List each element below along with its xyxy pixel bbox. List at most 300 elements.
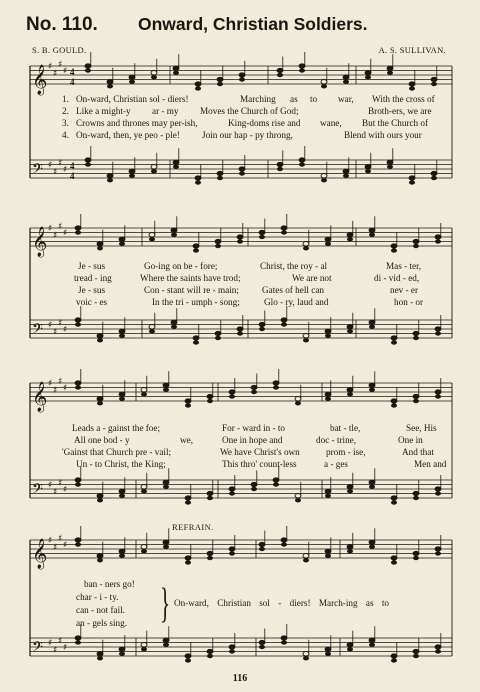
hymn-title: Onward, Christian Soldiers. <box>138 14 368 34</box>
time-signature: 4 <box>70 67 75 77</box>
note-head <box>347 485 353 489</box>
sharp-icon: ♯ <box>53 385 58 396</box>
lyric-fragment: In the tri - umph - song; <box>152 297 240 307</box>
note-head <box>251 385 257 389</box>
lyric-fragment: char - i - ty. <box>76 592 119 602</box>
lyric-fragment: This thro' count-less <box>222 459 297 469</box>
note-head <box>229 551 235 555</box>
note-head <box>119 237 125 241</box>
note-head <box>413 556 419 560</box>
note-head <box>413 399 419 403</box>
lyric-fragment: hon - or <box>394 297 424 307</box>
note-head <box>391 244 397 248</box>
note-head <box>229 645 235 649</box>
note-head <box>277 68 283 72</box>
verse-number: 3. <box>62 118 69 128</box>
note-head <box>141 392 147 396</box>
note-head <box>85 68 91 72</box>
page-number: 116 <box>232 673 248 684</box>
note-head <box>295 498 301 502</box>
note-head <box>435 645 441 649</box>
note-head <box>273 478 279 482</box>
note-head <box>195 82 201 86</box>
time-signature: 4 <box>70 171 75 181</box>
note-head <box>303 558 309 562</box>
sharp-icon: ♯ <box>48 638 53 649</box>
note-head <box>303 554 309 558</box>
sharp-icon: ♯ <box>53 645 58 656</box>
lyric-fragment: Leads a - gainst the foe; <box>72 423 161 433</box>
note-head <box>97 401 103 405</box>
note-head <box>97 558 103 562</box>
sharp-icon: ♯ <box>63 228 68 239</box>
note-head <box>251 487 257 491</box>
note-head <box>391 500 397 504</box>
note-head <box>259 322 265 326</box>
note-head <box>129 80 135 84</box>
note-head <box>173 160 179 164</box>
lyric-fragment: On-ward, Christian sol - diers! <box>76 94 189 104</box>
lyric-fragment: King-doms rise and <box>228 118 301 128</box>
sharp-icon: ♯ <box>53 68 58 79</box>
verse-brace: } <box>160 581 171 627</box>
note-head <box>325 549 331 553</box>
note-head <box>75 385 81 389</box>
note-head <box>281 322 287 326</box>
note-head <box>347 237 353 241</box>
note-head <box>151 75 157 79</box>
note-head <box>207 491 213 495</box>
note-head <box>347 489 353 493</box>
note-head <box>295 401 301 405</box>
lyricist-credit: S. B. GOULD. <box>32 45 87 55</box>
note-head <box>281 318 287 322</box>
note-head <box>273 385 279 389</box>
note-head <box>75 640 81 644</box>
note-head <box>75 542 81 546</box>
note-head <box>391 248 397 252</box>
note-head <box>435 327 441 331</box>
lyric-fragment: can - not fail. <box>76 605 125 615</box>
sharp-icon: ♯ <box>58 59 63 70</box>
lyric-fragment: Je - sus <box>78 261 106 271</box>
note-head <box>413 491 419 495</box>
lyric-fragment: we, <box>180 435 194 445</box>
note-head <box>185 658 191 662</box>
lyric-fragment: We are not <box>292 273 332 283</box>
note-head <box>369 320 375 324</box>
note-head <box>97 498 103 502</box>
note-head <box>171 233 177 237</box>
note-head <box>229 394 235 398</box>
note-head <box>75 230 81 234</box>
note-head <box>347 325 353 329</box>
note-head <box>237 331 243 335</box>
sharp-icon: ♯ <box>63 540 68 551</box>
note-head <box>409 176 415 180</box>
note-head <box>369 485 375 489</box>
sharp-icon: ♯ <box>58 318 63 329</box>
lyric-fragment: We have Christ's own <box>220 447 300 457</box>
note-head <box>303 652 309 656</box>
note-head <box>369 233 375 237</box>
lyric-fragment: Crowns and thrones may per-ish, <box>76 118 198 128</box>
lyric-fragment: And that <box>402 447 434 457</box>
note-head <box>207 649 213 653</box>
note-head <box>195 86 201 90</box>
note-head <box>119 494 125 498</box>
note-head <box>321 174 327 178</box>
time-signature: 4 <box>70 77 75 87</box>
lyric-fragment: With the cross of <box>372 94 435 104</box>
lyric-fragment: Broth-ers, we are <box>368 106 432 116</box>
sharp-icon: ♯ <box>58 636 63 647</box>
note-head <box>391 654 397 658</box>
note-head <box>303 246 309 250</box>
note-head <box>75 636 81 640</box>
sharp-icon: ♯ <box>63 165 68 175</box>
note-head <box>259 327 265 331</box>
note-head <box>215 331 221 335</box>
note-head <box>435 649 441 653</box>
note-head <box>75 538 81 542</box>
lyric-fragment: as <box>290 94 298 104</box>
note-head <box>75 478 81 482</box>
sharp-icon: ♯ <box>53 487 58 498</box>
sharp-icon: ♯ <box>48 379 53 389</box>
note-head <box>193 340 199 344</box>
note-head <box>171 325 177 329</box>
note-head <box>141 643 147 647</box>
sharp-icon: ♯ <box>48 62 53 72</box>
note-head <box>75 381 81 385</box>
note-head <box>237 235 243 239</box>
note-head <box>391 560 397 564</box>
note-head <box>119 329 125 333</box>
lyric-fragment: Go-ing on be - fore; <box>144 261 218 271</box>
lyric-fragment: Marching <box>240 94 276 104</box>
note-head <box>321 84 327 88</box>
note-head <box>413 239 419 243</box>
note-head <box>413 654 419 658</box>
note-head <box>185 399 191 403</box>
note-head <box>97 334 103 338</box>
note-head <box>229 649 235 653</box>
sharp-icon: ♯ <box>53 327 58 338</box>
composer-credit: A. S. SULLIVAN. <box>378 45 446 55</box>
lyric-fragment: doc - trine, <box>316 435 357 445</box>
refrain-label: REFRAIN. <box>172 522 214 532</box>
note-head <box>281 636 287 640</box>
note-head <box>413 551 419 555</box>
note-head <box>413 336 419 340</box>
note-head <box>277 162 283 166</box>
note-head <box>239 167 245 171</box>
note-head <box>149 329 155 333</box>
note-head <box>413 394 419 398</box>
lyric-fragment: One in hope and <box>222 435 283 445</box>
note-head <box>281 538 287 542</box>
note-head <box>229 491 235 495</box>
note-head <box>193 336 199 340</box>
note-head <box>185 403 191 407</box>
note-head <box>303 242 309 246</box>
note-head <box>217 82 223 86</box>
note-head <box>119 647 125 651</box>
note-head <box>413 244 419 248</box>
note-head <box>119 397 125 401</box>
note-head <box>273 482 279 486</box>
note-head <box>343 174 349 178</box>
note-head <box>435 235 441 239</box>
sharp-icon: ♯ <box>48 480 53 491</box>
note-head <box>185 560 191 564</box>
note-head <box>149 325 155 329</box>
lyric-fragment: One in <box>398 435 423 445</box>
note-head <box>387 71 393 75</box>
note-head <box>413 649 419 653</box>
note-head <box>281 542 287 546</box>
lyric-fragment: war, <box>338 94 354 104</box>
note-head <box>107 178 113 182</box>
note-head <box>163 383 169 387</box>
note-head <box>435 551 441 555</box>
note-head <box>365 75 371 79</box>
hymn-number: No. 110. <box>26 14 98 35</box>
note-head <box>215 239 221 243</box>
note-head <box>325 329 331 333</box>
treble-clef-icon: 𝄞 <box>32 227 48 257</box>
lyric-fragment: a - ges <box>324 459 348 469</box>
note-head <box>325 647 331 651</box>
note-head <box>303 334 309 338</box>
note-head <box>237 327 243 331</box>
note-head <box>303 656 309 660</box>
note-head <box>325 334 331 338</box>
note-head <box>193 248 199 252</box>
note-head <box>273 381 279 385</box>
treble-clef-icon: 𝄞 <box>32 382 48 412</box>
note-head <box>281 640 287 644</box>
note-head <box>163 480 169 484</box>
note-head <box>163 638 169 642</box>
note-head <box>435 394 441 398</box>
note-head <box>325 397 331 401</box>
sharp-icon: ♯ <box>58 478 63 489</box>
note-head <box>163 643 169 647</box>
note-head <box>217 77 223 81</box>
note-head <box>97 242 103 246</box>
note-head <box>435 390 441 394</box>
note-head <box>193 244 199 248</box>
note-head <box>347 545 353 549</box>
note-head <box>409 82 415 86</box>
note-head <box>141 549 147 553</box>
lyric-fragment: All one bod - y <box>74 435 130 445</box>
note-head <box>97 397 103 401</box>
note-head <box>237 239 243 243</box>
note-head <box>387 160 393 164</box>
note-head <box>435 491 441 495</box>
note-head <box>259 235 265 239</box>
note-head <box>129 174 135 178</box>
note-head <box>259 547 265 551</box>
note-head <box>141 489 147 493</box>
note-head <box>129 169 135 173</box>
sharp-icon: ♯ <box>48 160 53 171</box>
sharp-icon: ♯ <box>63 643 68 653</box>
note-head <box>343 75 349 79</box>
lyric-fragment: wane, <box>320 118 342 128</box>
note-head <box>107 174 113 178</box>
note-head <box>299 162 305 166</box>
note-head <box>215 244 221 248</box>
lyric-fragment: Gates of hell can <box>262 285 324 295</box>
note-head <box>173 66 179 70</box>
note-head <box>325 237 331 241</box>
note-head <box>325 554 331 558</box>
note-head <box>207 394 213 398</box>
note-head <box>119 334 125 338</box>
note-head <box>365 165 371 169</box>
note-head <box>435 547 441 551</box>
note-head <box>119 489 125 493</box>
note-head <box>75 318 81 322</box>
note-head <box>195 176 201 180</box>
note-head <box>347 329 353 333</box>
note-head <box>325 652 331 656</box>
note-head <box>185 654 191 658</box>
lyric-fragment: Men and <box>414 459 447 469</box>
note-head <box>413 331 419 335</box>
note-head <box>369 383 375 387</box>
note-head <box>365 71 371 75</box>
note-head <box>207 551 213 555</box>
note-head <box>391 340 397 344</box>
verse-number: 2. <box>62 106 69 116</box>
verse-number: 1. <box>62 94 69 104</box>
note-head <box>107 84 113 88</box>
sharp-icon: ♯ <box>63 66 68 77</box>
note-head <box>369 388 375 392</box>
note-head <box>149 237 155 241</box>
sharp-icon: ♯ <box>63 485 68 495</box>
note-head <box>239 171 245 175</box>
note-head <box>391 336 397 340</box>
note-head <box>391 496 397 500</box>
lyric-fragment: Moves the Church of God; <box>200 106 299 116</box>
note-head <box>369 480 375 484</box>
lyric-fragment: See, His <box>406 423 437 433</box>
note-head <box>119 242 125 246</box>
note-head <box>107 80 113 84</box>
sharp-icon: ♯ <box>53 230 58 241</box>
note-head <box>391 658 397 662</box>
note-head <box>281 230 287 234</box>
note-head <box>163 545 169 549</box>
note-head <box>171 320 177 324</box>
note-head <box>299 158 305 162</box>
lyric-fragment: For - ward in - to <box>222 423 286 433</box>
note-head <box>129 75 135 79</box>
bass-clef-icon: 𝄢 <box>32 321 43 341</box>
note-head <box>281 226 287 230</box>
note-head <box>97 246 103 250</box>
note-head <box>295 397 301 401</box>
note-head <box>141 388 147 392</box>
note-head <box>299 64 305 68</box>
note-head <box>391 403 397 407</box>
note-head <box>259 230 265 234</box>
note-head <box>119 549 125 553</box>
note-head <box>321 178 327 182</box>
note-head <box>431 82 437 86</box>
note-head <box>163 485 169 489</box>
lyric-fragment: Blend with ours your <box>344 130 422 140</box>
sharp-icon: ♯ <box>48 536 53 546</box>
sharp-icon: ♯ <box>53 167 58 178</box>
lyric-fragment: Join our hap - py throng, <box>202 130 293 140</box>
bass-clef-icon: 𝄢 <box>32 481 43 501</box>
lyric-fragment: ban - ners go! <box>84 579 135 589</box>
note-head <box>97 652 103 656</box>
note-head <box>149 233 155 237</box>
note-head <box>151 165 157 169</box>
note-head <box>347 647 353 651</box>
lyric-fragment: Je - sus <box>78 285 106 295</box>
sharp-icon: ♯ <box>58 533 63 544</box>
note-head <box>325 242 331 246</box>
note-head <box>119 652 125 656</box>
note-head <box>347 643 353 647</box>
lyric-fragment: Christ, the roy - al <box>260 261 328 271</box>
time-signature: 4 <box>70 161 75 171</box>
note-head <box>97 656 103 660</box>
note-head <box>299 68 305 72</box>
note-head <box>347 233 353 237</box>
note-head <box>207 399 213 403</box>
lyric-fragment: But the Church of <box>362 118 429 128</box>
note-head <box>141 545 147 549</box>
lyric-fragment: nev - er <box>390 285 419 295</box>
verse-number: 4. <box>62 130 69 140</box>
note-head <box>239 77 245 81</box>
lyric-fragment: Like a might-y <box>76 106 131 116</box>
note-head <box>343 80 349 84</box>
note-head <box>435 239 441 243</box>
sharp-icon: ♯ <box>58 221 63 232</box>
note-head <box>391 556 397 560</box>
note-head <box>75 322 81 326</box>
note-head <box>369 638 375 642</box>
note-head <box>173 165 179 169</box>
treble-clef-icon: 𝄞 <box>32 65 48 95</box>
note-head <box>85 158 91 162</box>
note-head <box>75 482 81 486</box>
note-head <box>303 338 309 342</box>
note-head <box>369 540 375 544</box>
note-head <box>347 388 353 392</box>
note-head <box>435 331 441 335</box>
lyric-fragment: Con - stant will re - main; <box>144 285 239 295</box>
note-head <box>97 554 103 558</box>
note-head <box>251 390 257 394</box>
sharp-icon: ♯ <box>63 325 68 335</box>
note-head <box>97 338 103 342</box>
note-head <box>207 654 213 658</box>
lyric-fragment: Glo - ry, laud and <box>264 297 329 307</box>
note-head <box>277 73 283 77</box>
